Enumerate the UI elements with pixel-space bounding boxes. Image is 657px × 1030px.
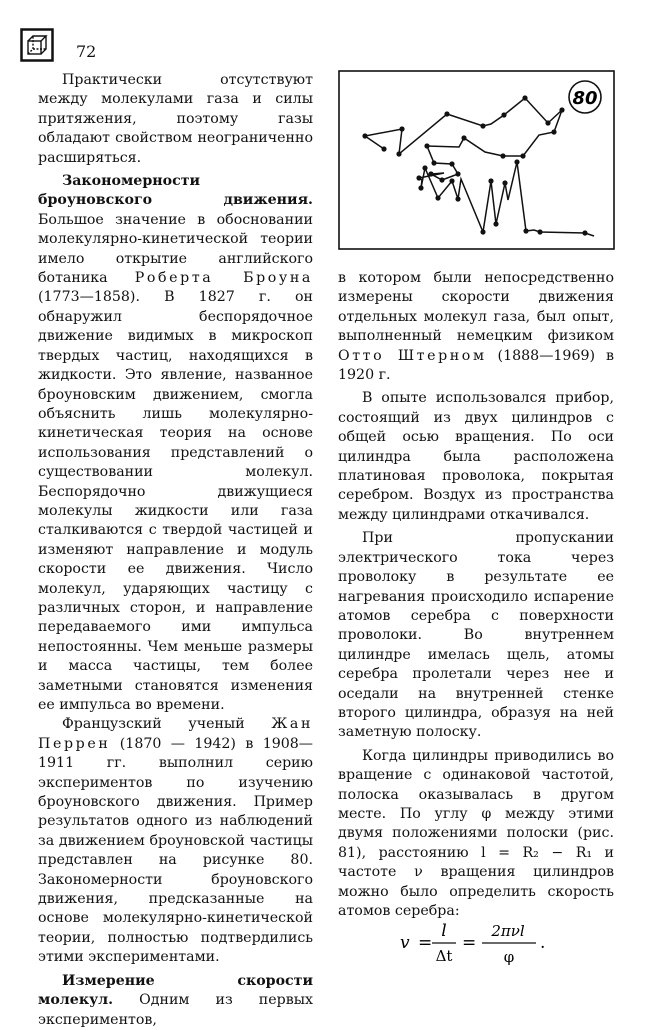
right-column <box>338 269 614 921</box>
person-name: Жан Перрен <box>38 716 313 752</box>
particle-path <box>365 98 594 236</box>
formula-equals: = <box>462 933 477 953</box>
formula-period: . <box>540 933 546 953</box>
section-heading: Закономерности броуновского движения. <box>38 173 313 209</box>
paragraph: в котором были непосредственно измерены скорости движения отдельных молекул газа, был опыт, выполненный немецким физиком Отто Штерном (1888—1969) в 1920 г. <box>338 270 614 384</box>
paragraph: Когда цилиндры приводились во вращение с одинаковой частотой, полоска оказывалась в другом месте. По углу φ между этими двумя положениями полоски (рис. 81), расстоянию l = R₂ − R₁ и частоте ν вращения цилиндров можно было определить скорость атомов серебра: <box>338 747 614 919</box>
formula-numerator: 2πνl <box>491 922 525 940</box>
page-number: 72 <box>76 42 97 61</box>
section-heading: Измерение скорости молекул. <box>38 972 313 1009</box>
paragraph: Практически отсутствуют между молекулами газа и силы притяжения, поэтому газы обладают свойством неограниченно расширяться. <box>38 72 313 166</box>
paragraph: В опыте использовался прибор, состоящий из двух цилиндров с общей осью вращения. По оси цилиндра была расположена платиновая проволока, покрытая серебром. Воздух из пространства между цилиндрами откачивался. <box>338 390 614 523</box>
left-column <box>38 71 313 1030</box>
paragraph: Французский ученый Жан Перрен (1870 — 1942) в 1908—1911 гг. выполнил серию экспериментов по изучению броуновского движения. Пример результатов одного из наблюдений за движением броуновской частицы представлен на рисунке 80. Закономерности броуновского движения, предсказанные на основе молекулярно-кинетической теории, полностью подтвердились этими экспериментами. <box>38 716 313 966</box>
cube-icon <box>20 28 54 62</box>
paragraph: При пропускании электрического тока через проволоку в результате ее нагревания происходило испарение атомов серебра с поверхности проволоки. Во внутреннем цилиндре имелась щель, атомы серебра пролетали через нее и оседали на внутренней стенке второго цилиндра, образуя на ней заметную полоску. <box>338 530 614 741</box>
formula-denominator: φ <box>503 948 515 966</box>
person-name: Роберта Броуна <box>134 270 313 287</box>
paragraph: Измерение скорости молекул. Одним из первых экспериментов, <box>38 972 313 1028</box>
formula-lhs: v <box>400 933 410 953</box>
formula-denominator: Δt <box>435 947 453 965</box>
figure-label: 80 <box>572 88 598 109</box>
speed-formula <box>398 918 578 968</box>
brownian-motion-figure <box>338 70 615 250</box>
formula-equals: = <box>418 933 433 953</box>
paragraph: Закономерности броуновского движения. Большое значение в обосновании молекулярно-кинетической теории имело открытие английского ботаника Роберта Броуна (1773—1858). В 1827 г. он обнаружил беспорядочное движение видимых в микроскоп твердых частиц, находящихся в жидкости. Это явление, названное броуновским движением, смогла объяснить лишь молекулярно-кинетическая теория на основе использования представлений о существовании молекул. Беспорядочно движущиеся молекулы жидкости или газа сталкиваются с твердой частицей и изменяют направление и модуль скорости ее движения. Число молекул, ударяющих частицу с различных сторон, и направление передаваемого ими импульса непостоянны. Чем меньше размеры и масса частицы, тем более заметными становятся изменения ее импульса во времени. <box>38 173 313 713</box>
person-name: Отто Штерном <box>338 347 487 364</box>
formula-numerator: l <box>441 921 447 941</box>
